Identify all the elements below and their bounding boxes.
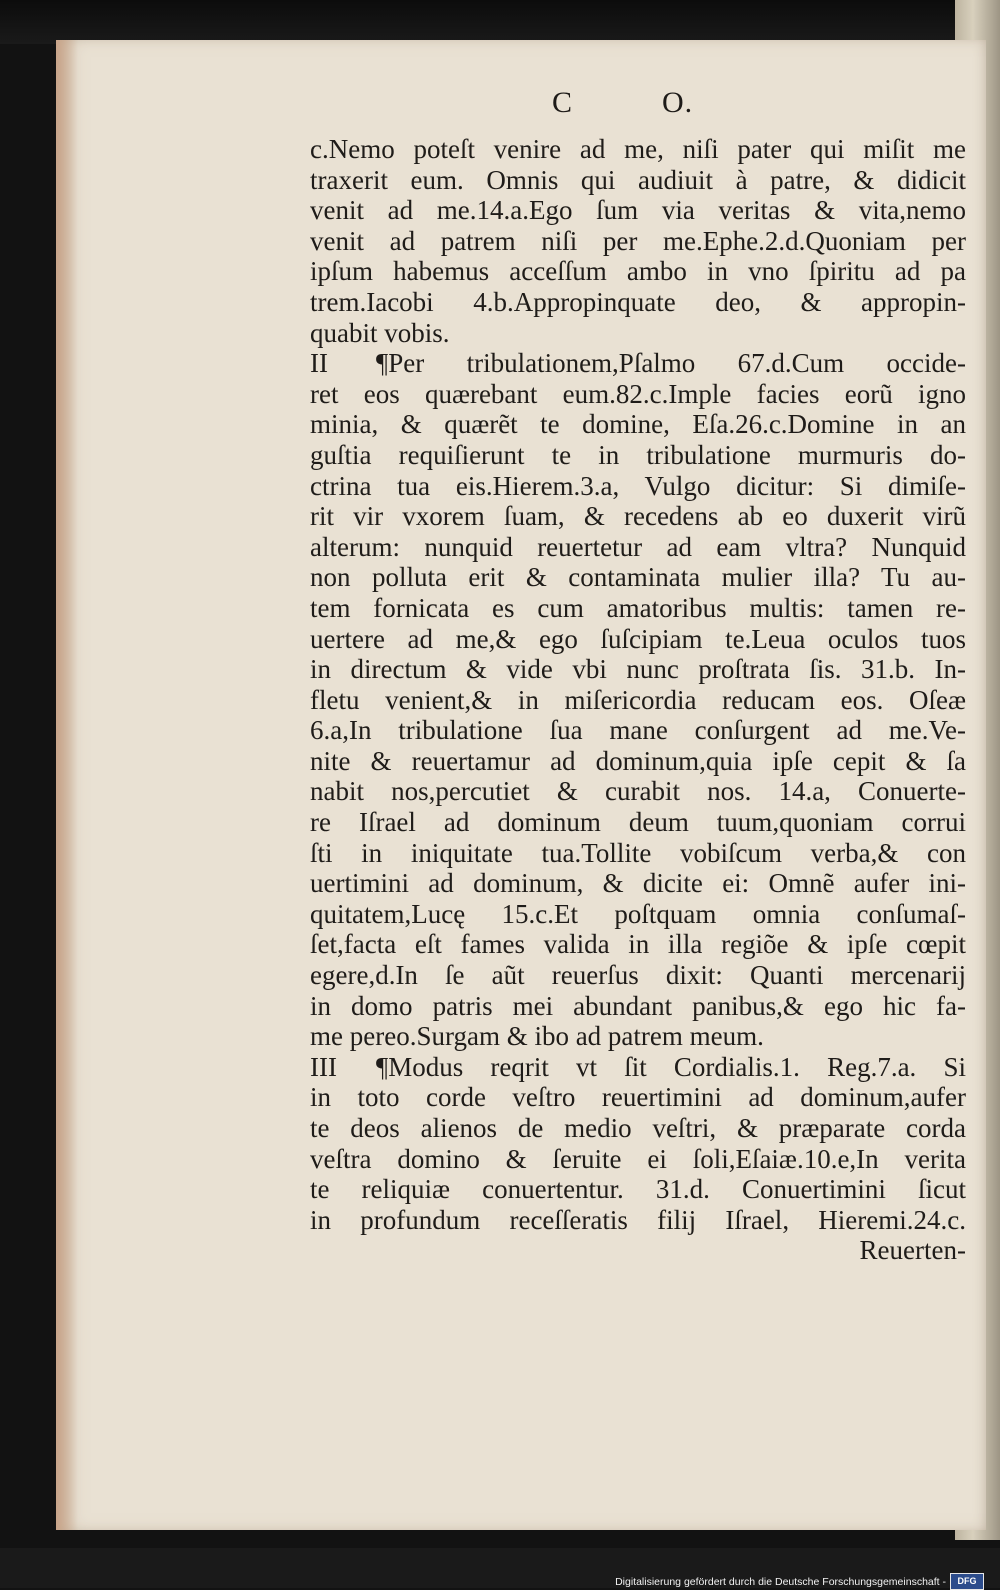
text-line: venit ad me.14.a.Ego ſum via veritas & vita,nemo (310, 195, 966, 226)
text-line: re Iſrael ad dominum deum tuum,quoniam corrui (310, 807, 966, 838)
text-line: non polluta erit & contaminata mulier illa? Tu au- (310, 562, 966, 593)
text-line: ſet,facta eſt fames valida in illa regiõe & ipſe cœpit (310, 929, 966, 960)
text-line: in directum & vide vbi nunc proſtrata ſis. 31.b. In- (310, 654, 966, 685)
text-line: trem.Iacobi 4.b.Appropinquate deo, & appropin- (310, 286, 966, 317)
header-left-letter: C (552, 86, 574, 119)
digitization-credit: Digitalisierung gefördert durch die Deutsche Forschungsgemeinschaft - (615, 1576, 946, 1588)
text-line: minia, & quærẽt te domine, Eſa.26.c.Domine in an (310, 409, 966, 440)
text-line: uertimini ad dominum, & dicite ei: Omnẽ aufer ini- (310, 868, 966, 899)
text-line: in toto corde veſtro reuertimini ad dominum,aufer (310, 1082, 966, 1113)
text-line: 6.a,In tribulatione ſua mane conſurgent ad me.Ve- (310, 715, 966, 746)
text-line: tem fornicata es cum amatoribus multis: tamen re- (310, 592, 966, 623)
text-line: c.Nemo poteſt venire ad me, niſi pater qui miſit me (310, 134, 966, 164)
text-line: nite & reuertamur ad dominum,quia ipſe cepit & ſa (310, 745, 966, 776)
section-first-line: ¶Modus reqrit vt ſit Cordialis.1. Reg.7.a. Si (376, 1051, 966, 1082)
text-line: fletu venient,& in miſericordia reducam eos. Oſeæ (310, 684, 966, 715)
text-line: me pereo.Surgam & ibo ad patrem meum. (310, 1021, 764, 1052)
section-heading-3 (310, 1052, 966, 1083)
text-line: ret eos quærebant eum.82.c.Imple facies eorũ igno (310, 378, 966, 409)
text-line: ſti in iniquitate tua.Tollite vobiſcum verba,& con (310, 837, 966, 868)
section-first-line: ¶Per tribulationem,Pſalmo 67.d.Cum occide- (376, 348, 966, 379)
section-number: III (310, 1051, 337, 1082)
text-line: alterum: nunquid reuertetur ad eam vltra? Nunquid (310, 531, 966, 562)
text-line: venit ad patrem niſi per me.Ephe.2.d.Quoniam per (310, 225, 966, 256)
section-heading-2 (310, 348, 966, 379)
text-line: quabit vobis. (310, 317, 450, 348)
text-line: ctrina tua eis.Hierem.3.a, Vulgo dicitur: Si dimiſe- (310, 470, 966, 501)
running-header (552, 86, 732, 120)
text-line: te reliquiæ conuertentur. 31.d. Conuertimini ſicut (310, 1174, 966, 1205)
text-line: uertere ad me,& ego ſuſcipiam te.Leua oculos tuos (310, 623, 966, 654)
page-binding-shadow (56, 40, 78, 1530)
text-line: te deos alienos de medio veſtri, & præparate corda (310, 1113, 966, 1143)
text-line: in domo patris mei abundant panibus,& ego hic fa- (310, 990, 966, 1021)
scanner-background-top (0, 0, 1000, 44)
text-line: rit vir vxorem ſuam, & recedens ab eo duxerit virũ (310, 501, 966, 532)
text-line: quitatem,Lucę 15.c.Et poſtquam omnia conſumaſ- (310, 898, 966, 929)
text-line: veſtra domino & ſeruite ei ſoli,Eſaiæ.10.e,In verita (310, 1143, 966, 1174)
text-line: nabit nos,percutiet & curabit nos. 14.a, Conuerte- (310, 776, 966, 807)
body-text (310, 134, 966, 1266)
text-line: ipſum habemus acceſſum ambo in vno ſpiritu ad pa (310, 256, 966, 287)
text-line: in profundum receſſeratis filij Iſrael, Hieremi.24.c. (310, 1204, 966, 1235)
section-number: II (310, 348, 328, 379)
header-right-letter: O. (662, 86, 694, 119)
text-line: egere,d.In ſe aũt reuerſus dixit: Quanti mercenarij (310, 960, 966, 991)
text-line: guſtia requiſierunt te in tribulatione murmuris do- (310, 439, 966, 470)
dfg-logo: DFG (950, 1573, 984, 1590)
text-line: traxerit eum. Omnis qui audiuit à patre, & didicit (310, 164, 966, 195)
catchword: Reuerten- (859, 1235, 966, 1266)
